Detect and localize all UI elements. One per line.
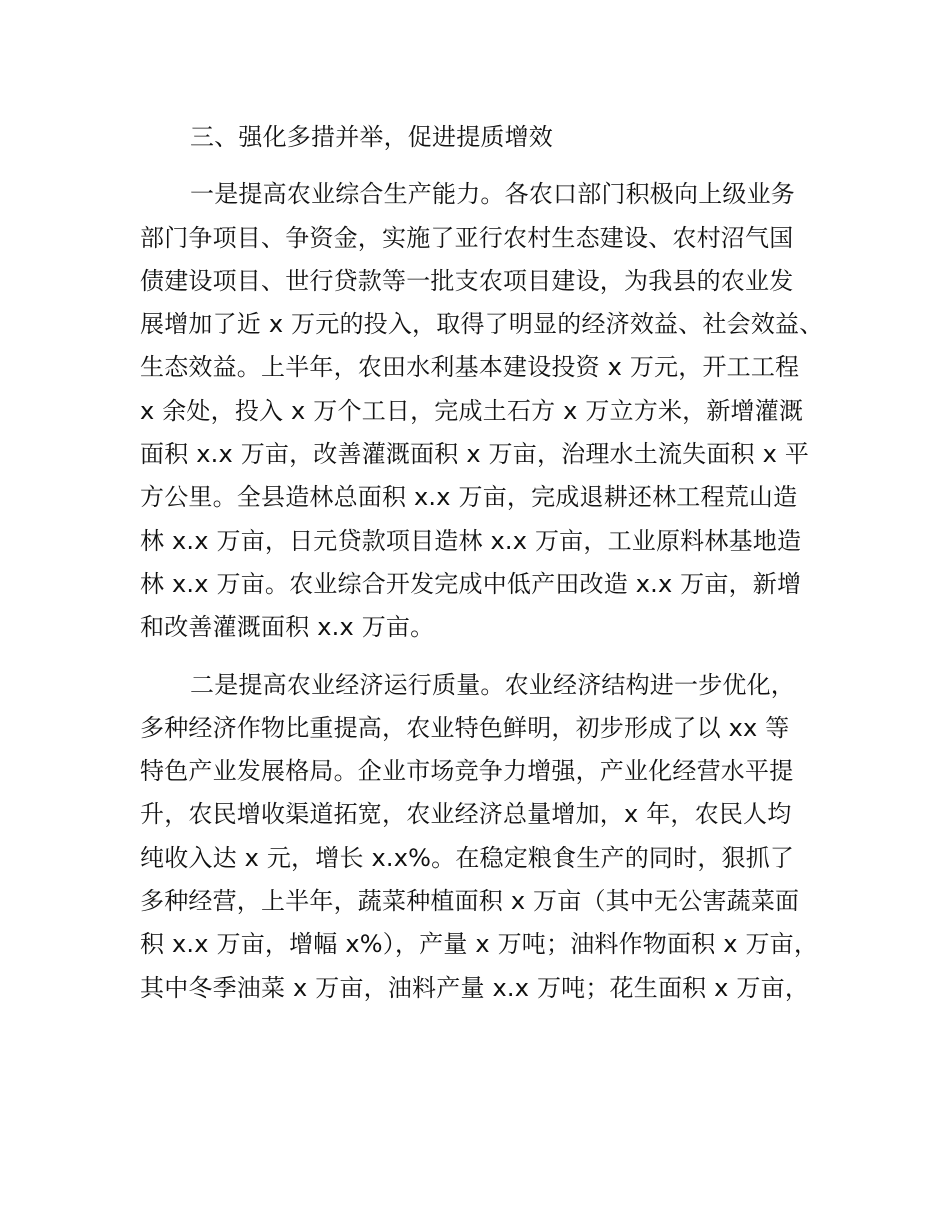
- paragraph-line: 升，农民增收渠道拓宽，农业经济总量增加，x 年，农民人均: [140, 800, 792, 829]
- paragraph-line: 展增加了近 x 万元的投入，取得了明显的经济效益、社会效益、: [140, 310, 824, 339]
- paragraph-2: [140, 664, 840, 1010]
- paragraph-line: 林 x.x 万亩，日元贷款项目造林 x.x 万亩，工业原料林基地造: [140, 526, 802, 555]
- paragraph-line: 生态效益。上半年，农田水利基本建设投资 x 万元，开工工程: [140, 353, 800, 382]
- paragraph-line: 其中冬季油菜 x 万亩，油料产量 x.x 万吨；花生面积 x 万亩，: [140, 973, 810, 1002]
- paragraph-line: 林 x.x 万亩。农业综合开发完成中低产田改造 x.x 万亩，新增: [140, 569, 802, 598]
- paragraph-gap: [140, 650, 840, 664]
- paragraph-line: 特色产业发展格局。企业市场竞争力增强，产业化经营水平提: [140, 757, 794, 786]
- paragraph-gap: [140, 159, 840, 173]
- paragraph-line: x 余处，投入 x 万个工日，完成土石方 x 万立方米，新增灌溉: [140, 396, 804, 425]
- paragraph-line: 多种经营，上半年，蔬菜种植面积 x 万亩（其中无公害蔬菜面: [140, 887, 800, 916]
- paragraph-line: 二是提高农业经济运行质量。农业经济结构进一步优化，: [190, 670, 795, 699]
- paragraph-line: 债建设项目、世行贷款等一批支农项目建设，为我县的农业发: [140, 266, 794, 295]
- paragraph-line: 纯收入达 x 元，增长 x.x%。在稳定粮食生产的同时，狠抓了: [140, 843, 795, 872]
- paragraph-line: 面积 x.x 万亩，改善灌溉面积 x 万亩，治理水土流失面积 x 平: [140, 440, 810, 469]
- paragraph-line: 积 x.x 万亩，增幅 x%），产量 x 万吨；油料作物面积 x 万亩，: [140, 930, 819, 959]
- paragraph-line: 和改善灌溉面积 x.x 万亩。: [140, 613, 435, 642]
- paragraph-line: 方公里。全县造林总面积 x.x 万亩，完成退耕还林工程荒山造: [140, 483, 798, 512]
- section-heading: 三、强化多措并举，促进提质增效: [190, 123, 553, 151]
- document-body: [140, 116, 840, 1010]
- paragraph-line: 一是提高农业综合生产能力。各农口部门积极向上级业务: [190, 180, 795, 209]
- paragraph-line: 部门争项目、争资金，实施了亚行农村生态建设、农村沼气国: [140, 223, 794, 252]
- paragraph-line: 多种经济作物比重提高，农业特色鲜明，初步形成了以 xx 等: [140, 713, 790, 742]
- paragraph-1: [140, 173, 840, 649]
